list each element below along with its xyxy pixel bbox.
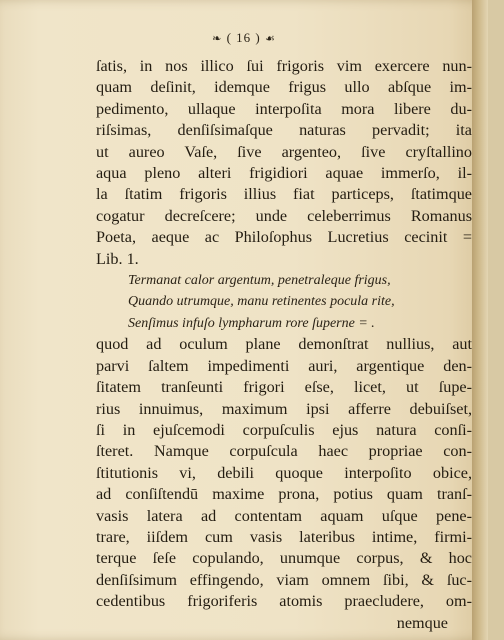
text-line: parvi ſaltem impedimenti auri, argentique den- — [96, 356, 472, 375]
text-line: ſteret. Namque corpuſcula haec propriae con- — [96, 442, 472, 461]
text-line: quod ad oculum plane demonſtrat nullius, aut — [96, 335, 472, 354]
text-line: cogatur decreſcere; unde celeberrimus Romanus — [96, 206, 472, 225]
page-number: ( 16 ) — [226, 30, 261, 45]
text-line: la ſtatim frigoris illius fiat particeps, ſtatimque — [96, 185, 472, 204]
body-text — [96, 56, 472, 634]
text-line: Poeta, aeque ac Philoſophus Lucretius cecinit = — [96, 228, 472, 247]
text-line: ſitatem tranſeunti frigori eſse, licet, ut ſupe- — [96, 378, 472, 397]
catchword: nemque — [396, 613, 448, 632]
text-line: Lib. 1. — [96, 249, 139, 268]
verse-line: Senſimus infuſo lympharum rore ſuperne = . — [128, 315, 375, 331]
text-line: cedentibus frigoriferis atomis praecludere, om- — [96, 592, 472, 611]
text-line: ſi in ejuſcemodi corpuſculis ejus natura conſi- — [96, 420, 472, 439]
text-line: ſatis, in nos illico ſui frigoris vim exercere nun- — [96, 57, 472, 75]
text-line: trare, iiſdem cum vasis lateribus intime, firmi- — [96, 527, 472, 546]
verse-line: Quando utrumque, manu retinentes pocula rite, — [128, 294, 395, 310]
page-header — [0, 30, 488, 46]
text-line: pedimento, ullaque interpoſita mora libere du- — [96, 99, 472, 118]
text-line: vasis latera ad contentam aquam uſque pene- — [96, 506, 472, 525]
text-line: ſtitutionis vi, debili quoque interpoſito obice, — [96, 463, 472, 482]
left-ornament-icon: ❧ — [212, 33, 223, 45]
text-line: ut aureo Vaſe, ſive argenteo, ſive cryſtallino — [96, 142, 472, 161]
text-line: rius innuimus, maximum ipsi afferre debuiſset, — [96, 399, 472, 418]
text-line: quam deſinit, idemque frigus ullo abſque im- — [96, 78, 472, 97]
verse-line: Termanat calor argentum, penetraleque frigus, — [128, 273, 391, 289]
text-line: terque ſeſe copulando, unumque corpus, & hoc — [96, 549, 472, 568]
text-line: riſsimas, denſiſsimaſque naturas pervadit; ita — [96, 121, 472, 140]
text-line: ad conſiſtendū maxime prona, potius quam tranſ- — [96, 485, 472, 504]
page-edge — [472, 0, 488, 640]
text-line: denſiſsimum effingendo, viam omnem ſibi, & ſuc- — [96, 570, 472, 589]
right-ornament-icon: ☙ — [265, 33, 276, 45]
text-line: aqua pleno alteri frigidiori aquae immerſo, il- — [96, 164, 472, 183]
